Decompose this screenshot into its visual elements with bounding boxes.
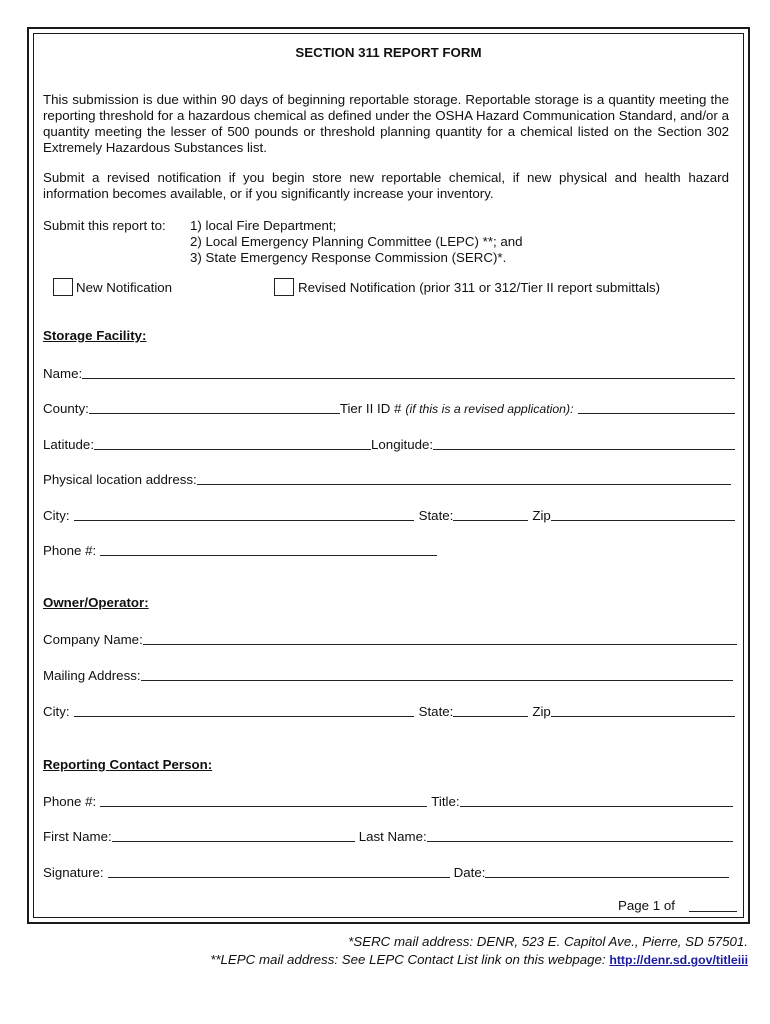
signature-field[interactable] <box>108 866 450 878</box>
facility-state-field[interactable] <box>453 509 528 521</box>
mailing-address-label: Mailing Address: <box>43 668 141 683</box>
submit-to-list <box>190 218 523 266</box>
revised-notice-paragraph: Submit a revised notification if you begin store new reportable chemical, if new physical and health hazard information becomes available, or if you significantly increase your inventory. <box>43 170 729 201</box>
mailing-address-field[interactable] <box>141 669 733 681</box>
first-name-label: First Name: <box>43 829 112 844</box>
contact-title-field[interactable] <box>460 795 733 807</box>
serc-address-note: *SERC mail address: DENR, 523 E. Capitol Ave., Pierre, SD 57501. <box>348 934 748 949</box>
date-field[interactable] <box>485 866 729 878</box>
facility-name-field[interactable] <box>82 367 735 379</box>
longitude-field[interactable] <box>433 438 735 450</box>
contact-name-row <box>43 826 733 844</box>
facility-city-row <box>43 505 735 523</box>
latitude-label: Latitude: <box>43 437 95 452</box>
intro-paragraph: This submission is due within 90 days of beginning reportable storage. Reportable storage is a quantity meeting the reporting threshold for a hazardous chemical as defined under the OSHA Hazard Communication Standard, and/or a quantity meeting the lesser of 500 pounds or threshold planning quantity for a chemical listed on the Section 302 Extremely Hazardous Substances list. <box>43 92 729 155</box>
lepc-contact-link[interactable]: http://denr.sd.gov/titleiii <box>609 953 748 967</box>
contact-phone-label: Phone #: <box>43 794 97 809</box>
mailing-address-row <box>43 665 733 683</box>
owner-zip-label: Zip <box>532 704 551 719</box>
county-field[interactable] <box>89 402 340 414</box>
lepc-address-note <box>210 952 748 967</box>
form-title: SECTION 311 REPORT FORM <box>295 45 482 60</box>
owner-state-label: State: <box>418 704 454 719</box>
submit-item-lepc: 2) Local Emergency Planning Committee (LEPC) **; and <box>190 234 523 249</box>
owner-state-field[interactable] <box>453 705 528 717</box>
revised-notification-checkbox[interactable] <box>274 278 294 296</box>
facility-city-field[interactable] <box>74 509 414 521</box>
submit-to-label: Submit this report to: <box>43 218 166 233</box>
storage-facility-heading: Storage Facility: <box>43 328 147 343</box>
lat-long-row <box>43 434 735 452</box>
longitude-label: Longitude: <box>371 437 434 452</box>
physical-address-label: Physical location address: <box>43 472 197 487</box>
facility-zip-label: Zip <box>532 508 551 523</box>
tier-id-note: (if this is a revised application): <box>405 402 574 416</box>
contact-person-heading: Reporting Contact Person: <box>43 757 213 772</box>
contact-phone-field[interactable] <box>100 795 427 807</box>
date-label: Date: <box>453 865 486 880</box>
signature-date-row <box>43 862 729 880</box>
submit-item-serc: 3) State Emergency Response Commission (SERC)*. <box>190 250 507 265</box>
company-name-label: Company Name: <box>43 632 143 647</box>
revised-notification-label: Revised Notification (prior 311 or 312/Tier II report submittals) <box>298 280 661 295</box>
owner-city-field[interactable] <box>74 705 414 717</box>
facility-phone-row <box>43 540 437 558</box>
last-name-label: Last Name: <box>358 829 427 844</box>
owner-zip-field[interactable] <box>551 705 735 717</box>
page-number-label: Page 1 of <box>618 898 675 913</box>
owner-city-label: City: <box>43 704 70 719</box>
signature-label: Signature: <box>43 865 104 880</box>
new-notification-label: New Notification <box>76 280 173 295</box>
physical-address-field[interactable] <box>197 473 731 485</box>
county-tier-row <box>43 398 735 416</box>
contact-title-label: Title: <box>431 794 460 809</box>
facility-phone-field[interactable] <box>100 544 437 556</box>
facility-name-label: Name: <box>43 366 83 381</box>
latitude-field[interactable] <box>94 438 371 450</box>
facility-state-label: State: <box>418 508 454 523</box>
owner-operator-heading: Owner/Operator: <box>43 595 149 610</box>
first-name-field[interactable] <box>112 830 355 842</box>
last-name-field[interactable] <box>427 830 733 842</box>
company-name-row <box>43 629 737 647</box>
physical-address-row <box>43 469 731 487</box>
facility-name-row <box>43 363 735 381</box>
owner-city-row <box>43 701 735 719</box>
facility-city-label: City: <box>43 508 70 523</box>
submit-item-fire-dept: 1) local Fire Department; <box>190 218 337 233</box>
tier-id-label: Tier II ID # <box>339 401 402 416</box>
new-notification-checkbox[interactable] <box>53 278 73 296</box>
county-label: County: <box>43 401 89 416</box>
lepc-address-text: **LEPC mail address: See LEPC Contact List link on this webpage: <box>210 952 606 967</box>
page-total-field[interactable] <box>689 898 737 912</box>
facility-zip-field[interactable] <box>551 509 735 521</box>
contact-phone-title-row <box>43 791 733 809</box>
facility-phone-label: Phone #: <box>43 543 97 558</box>
company-name-field[interactable] <box>143 633 737 645</box>
tier-id-field[interactable] <box>578 402 735 414</box>
